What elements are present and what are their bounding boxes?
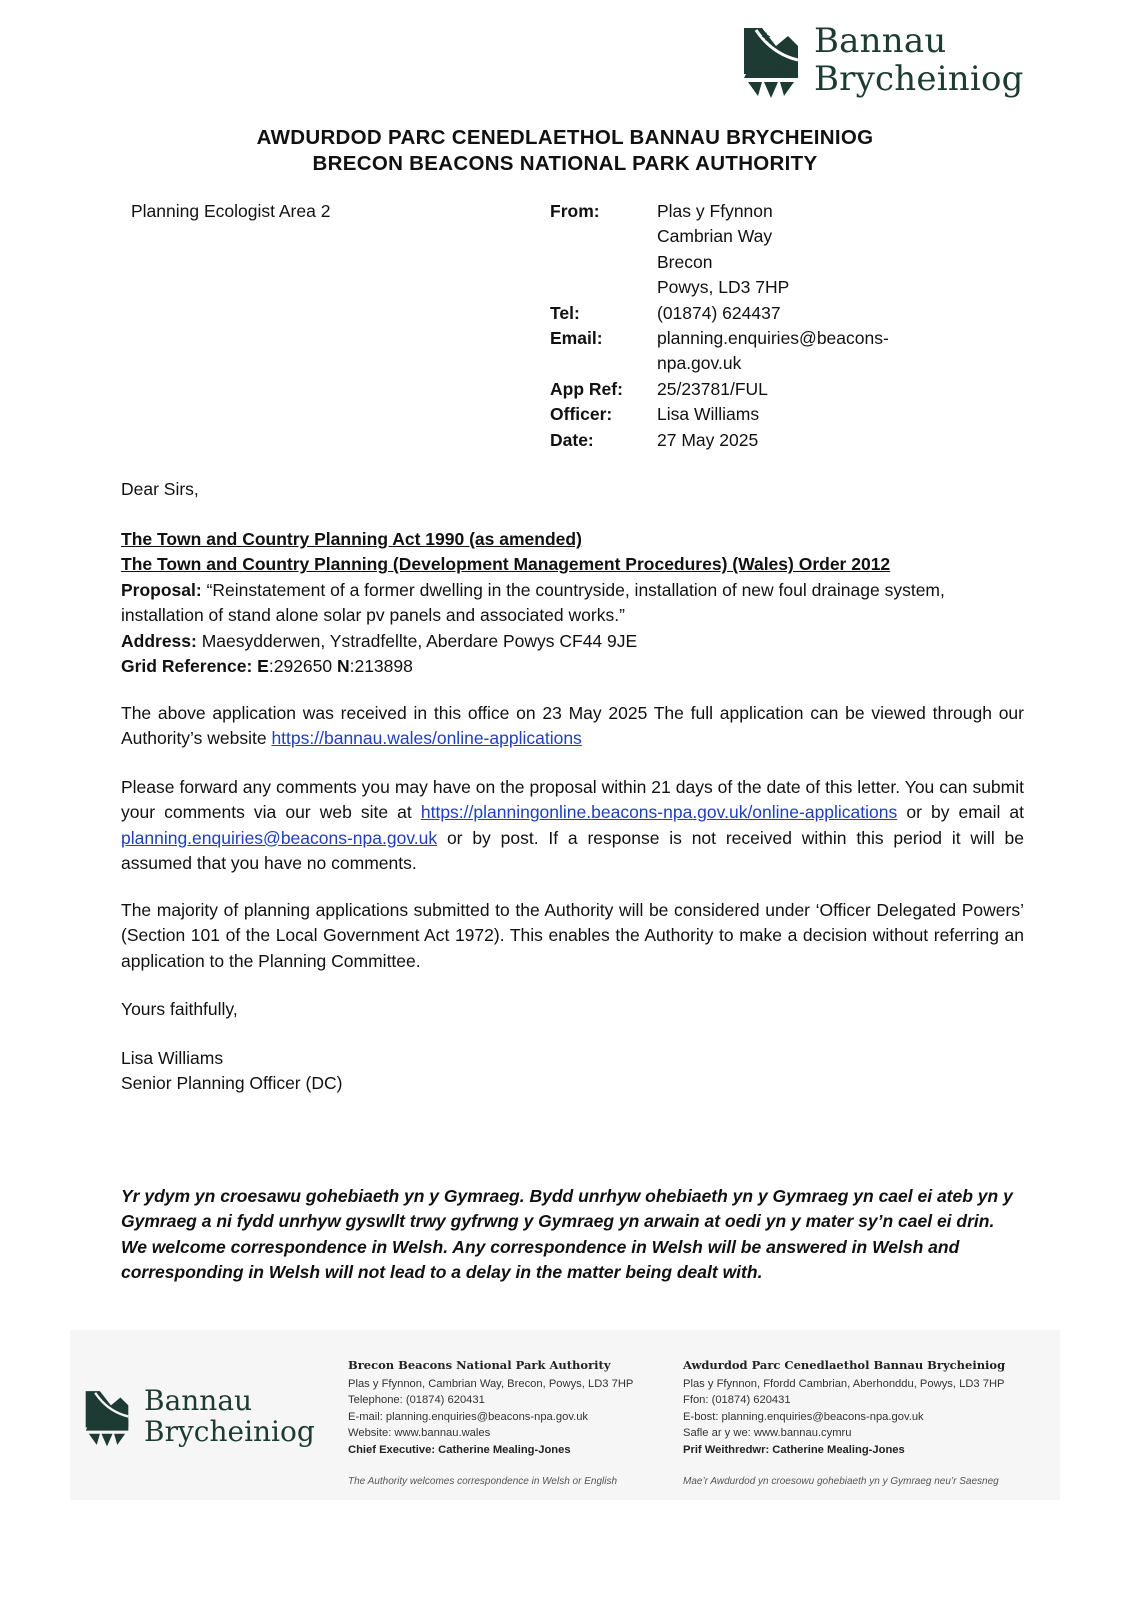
bannau-brycheiniog-shield-icon	[742, 24, 800, 100]
date-label: Date:	[550, 429, 594, 450]
logo-line-2: Brycheiniog	[814, 59, 1024, 99]
letter-metadata	[550, 199, 927, 453]
tel-row	[550, 301, 927, 326]
address-line: Cambrian Way	[657, 226, 773, 247]
paragraph-received-text: The above application was received in this office on 23 May 2025 The full application can be viewed through our Authority’s website	[121, 703, 1024, 749]
footer-note-english: The Authority welcomes correspondence in Welsh or English	[348, 1476, 618, 1487]
footer-email-english: E-mail: planning.enquiries@beacons-npa.gov.uk	[348, 1410, 589, 1423]
appref-value: 25/23781/FUL	[657, 378, 768, 399]
signature-block	[121, 1046, 1024, 1097]
paragraph-received	[121, 701, 1024, 752]
footer-logo-wordmark	[144, 1384, 315, 1449]
online-applications-link[interactable]: https://bannau.wales/online-applications	[271, 728, 582, 749]
address-line: Powys, LD3 7HP	[657, 277, 790, 298]
footer-contact-welsh	[683, 1357, 1033, 1491]
organisation-heading	[0, 125, 1130, 177]
address-text: Maesydderwen, Ystradfellte, Aberdare Powys CF44 9JE	[196, 630, 638, 651]
from-address	[657, 199, 927, 301]
footer-phone-english: Telephone: (01874) 620431	[348, 1394, 485, 1406]
proposal-text: “Reinstatement of a former dwelling in the countryside, installation of new foul drainage system, installation of stand alone solar pv panels and associated works.”	[121, 579, 945, 626]
paragraph-delegated-powers: The majority of planning applications submitted to the Authority will be considered under ‘Officer Delegated Powers’ (Section 101 of the Local Government Act 1972). This enables the Authority to make a decision without referring an application to the Planning Committee.	[121, 900, 1024, 971]
logo-line-1: Bannau	[814, 21, 947, 61]
welsh-notice-welsh: Yr ydym yn croesawu gohebiaeth yn y Gymraeg. Bydd unrhyw ohebiaeth yn y Gymraeg yn cael ei ateb yn y Gymraeg a ni fydd unrhyw gyswllt trwy gyfrwng y Gymraeg yn arwain at oedi yn y mater sy’n cael ei drin.	[121, 1186, 1013, 1232]
subject-block	[121, 527, 1024, 679]
footer-website-welsh: Safle ar y we: www.bannau.cymru	[683, 1427, 852, 1439]
email-value	[657, 326, 927, 377]
paragraph-comments-text-a: Please forward any comments you may have on the proposal within 21 days of the date of this letter. You can submit your comments via our web site at	[121, 777, 1024, 823]
salutation: Dear Sirs,	[121, 479, 199, 499]
paragraph-comments	[121, 775, 1024, 877]
appref-row	[550, 377, 927, 402]
email-line: planning.enquiries@beacons-	[657, 328, 889, 349]
footer-logo	[84, 1384, 315, 1449]
officer-row	[550, 402, 927, 427]
footer-address-english: Plas y Ffynnon, Cambrian Way, Brecon, Powys, LD3 7HP	[348, 1377, 634, 1390]
address-label: Address:	[121, 630, 197, 651]
address-line: Plas y Ffynnon	[657, 201, 773, 221]
date-row	[550, 428, 927, 453]
organisation-name-english: BRECON BEACONS NATIONAL PARK AUTHORITY	[312, 152, 818, 175]
paragraph-comments-text-b: or by email at	[897, 802, 1025, 823]
logo-wordmark	[814, 21, 1024, 100]
address-line: Brecon	[657, 251, 713, 272]
footer-title-welsh: Awdurdod Parc Cenedlaethol Bannau Brycheiniog	[683, 1358, 1006, 1372]
planning-online-link[interactable]: https://planningonline.beacons-npa.gov.uk/online-applications	[420, 802, 898, 823]
date-value: 27 May 2025	[657, 429, 759, 450]
header-logo	[742, 21, 1024, 100]
footer-chief-welsh: Prif Weithredwr: Catherine Mealing-Jones	[683, 1443, 905, 1456]
signatory-name: Lisa Williams	[121, 1048, 224, 1068]
footer-logo-line-2: Brycheiniog	[144, 1415, 315, 1448]
recipient: Planning Ecologist Area 2	[131, 201, 331, 221]
tel-value: (01874) 624437	[657, 302, 781, 323]
footer-website-english: Website: www.bannau.wales	[348, 1427, 491, 1439]
footer-email-welsh: E-bost: planning.enquiries@beacons-npa.gov.uk	[683, 1410, 924, 1423]
proposal	[121, 578, 1024, 629]
grid-n-value: :213898	[349, 656, 413, 677]
address	[121, 629, 1024, 654]
welsh-language-notice	[121, 1184, 1024, 1286]
welsh-notice-english: We welcome correspondence in Welsh. Any correspondence in Welsh will be answered in Welsh and corresponding in Welsh will not lead to a delay in the matter being dealt with.	[121, 1236, 960, 1283]
act-title-1: The Town and Country Planning Act 1990 (as amended)	[121, 529, 582, 549]
paragraph-comments-text-c: or by post. If a response is not received within this period it will be assumed that you have no comments.	[121, 827, 1024, 874]
appref-label: App Ref:	[550, 378, 623, 399]
footer-contact-english	[348, 1357, 668, 1491]
tel-label: Tel:	[550, 302, 580, 323]
closing: Yours faithfully,	[121, 999, 238, 1019]
email-row	[550, 326, 927, 377]
act-title-2: The Town and Country Planning (Development Management Procedures) (Wales) Order 2012	[121, 554, 891, 575]
grid-e-value: :292650	[268, 656, 337, 677]
grid-n-label: N	[336, 656, 350, 677]
officer-value: Lisa Williams	[657, 404, 760, 425]
grid-reference	[121, 654, 1024, 679]
grid-label: Grid Reference:	[121, 656, 253, 677]
footer-address-welsh: Plas y Ffynnon, Ffordd Cambrian, Aberhonddu, Powys, LD3 7HP	[683, 1377, 1005, 1390]
bannau-brycheiniog-shield-icon	[84, 1388, 130, 1448]
signatory-title: Senior Planning Officer (DC)	[121, 1073, 343, 1094]
footer-logo-line-1: Bannau	[144, 1384, 253, 1417]
organisation-name-welsh: AWDURDOD PARC CENEDLAETHOL BANNAU BRYCHEINIOG	[256, 126, 874, 149]
footer-note-welsh: Mae’r Awdurdod yn croesowu gohebiaeth yn y Gymraeg neu’r Saesneg	[683, 1476, 999, 1487]
planning-email-link[interactable]: planning.enquiries@beacons-npa.gov.uk	[121, 827, 438, 848]
grid-e-label: E	[252, 656, 269, 677]
email-label: Email:	[550, 328, 603, 349]
proposal-label: Proposal:	[121, 579, 202, 600]
footer-phone-welsh: Ffon: (01874) 620431	[683, 1394, 791, 1406]
footer-chief-english: Chief Executive: Catherine Mealing-Jones	[348, 1443, 571, 1456]
email-line: npa.gov.uk	[657, 353, 742, 374]
officer-label: Officer:	[550, 404, 613, 425]
footer-title-english: Brecon Beacons National Park Authority	[348, 1358, 611, 1372]
from-row	[550, 199, 927, 301]
from-label: From:	[550, 201, 600, 221]
